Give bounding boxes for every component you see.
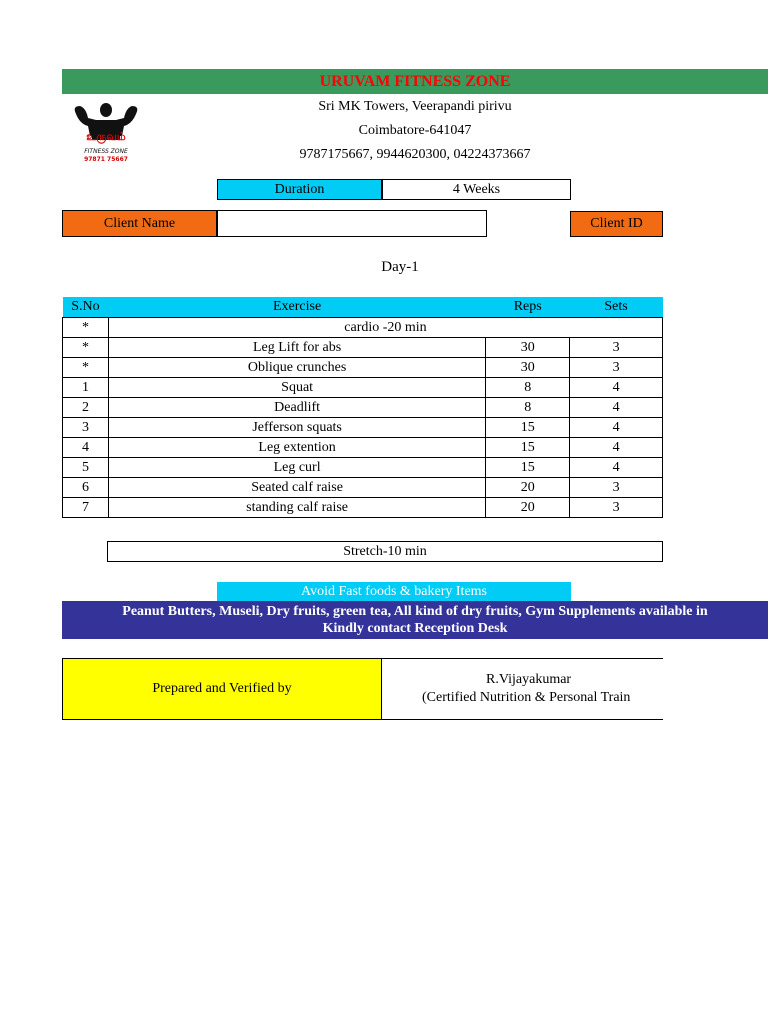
notice-line-2: Kindly contact Reception Desk (322, 621, 508, 636)
stretch-row: Stretch-10 min (107, 541, 663, 562)
table-row (63, 458, 663, 478)
trainer-name: R.Vijayakumar (486, 672, 572, 687)
day-heading: Day-1 (381, 258, 419, 275)
phone-numbers: 9787175667, 9944620300, 04224373667 (299, 147, 531, 162)
logo-script-text: உருவம் (86, 130, 126, 143)
row-exercise: Leg Lift for abs (108, 338, 485, 358)
avoid-banner: Avoid Fast foods & bakery Items (217, 582, 571, 601)
row-reps: 8 (486, 378, 570, 398)
supplements-notice (62, 601, 768, 639)
client-name-label: Client Name (62, 210, 217, 237)
logo-tagline: FITNESS ZONE (84, 148, 128, 155)
duration-label: Duration (217, 179, 382, 200)
trainer-role: (Certified Nutrition & Personal Train (422, 690, 631, 705)
row-sets: 3 (570, 338, 663, 358)
row-exercise: Oblique crunches (108, 358, 485, 378)
row-reps: 15 (486, 438, 570, 458)
table-row (63, 438, 663, 458)
row-reps: 8 (486, 398, 570, 418)
row-exercise: Jefferson squats (108, 418, 485, 438)
client-name-field[interactable] (217, 210, 487, 237)
prepared-by-info (382, 658, 663, 720)
table-row (63, 318, 663, 338)
table-row (63, 478, 663, 498)
table-row (63, 498, 663, 518)
row-sets: 4 (570, 418, 663, 438)
row-exercise: Deadlift (108, 398, 485, 418)
row-exercise: cardio -20 min (108, 318, 662, 338)
logo-phone: 97871 75667 (84, 156, 128, 163)
row-sets: 4 (570, 398, 663, 418)
row-sno: * (63, 358, 109, 378)
row-sno: 4 (63, 438, 109, 458)
table-row (63, 378, 663, 398)
row-sets: 4 (570, 458, 663, 478)
gym-title: URUVAM FITNESS ZONE (62, 69, 768, 94)
row-exercise: Leg extention (108, 438, 485, 458)
row-reps: 15 (486, 458, 570, 478)
client-id-label[interactable]: Client ID (570, 211, 663, 237)
table-row (63, 338, 663, 358)
row-reps: 20 (486, 498, 570, 518)
gym-logo (66, 100, 146, 168)
row-exercise: standing calf raise (108, 498, 485, 518)
row-exercise: Squat (108, 378, 485, 398)
row-sets: 4 (570, 438, 663, 458)
row-reps: 30 (486, 358, 570, 378)
address-line-2: Coimbatore-641047 (358, 123, 472, 138)
row-sno: 3 (63, 418, 109, 438)
row-sno: 5 (63, 458, 109, 478)
table-row (63, 418, 663, 438)
row-exercise: Leg curl (108, 458, 485, 478)
header-exercise: Exercise (108, 297, 485, 318)
row-exercise: Seated calf raise (108, 478, 485, 498)
row-sno: 1 (63, 378, 109, 398)
header-reps: Reps (486, 297, 570, 318)
row-sets: 4 (570, 378, 663, 398)
notice-line-1: Peanut Butters, Museli, Dry fruits, green tea, All kind of dry fruits, Gym Supplements available in (122, 604, 708, 619)
row-reps: 30 (486, 338, 570, 358)
row-sets: 3 (570, 498, 663, 518)
row-sno: 2 (63, 398, 109, 418)
row-reps: 20 (486, 478, 570, 498)
header-sno: S.No (63, 297, 109, 318)
row-sets: 3 (570, 358, 663, 378)
exercise-table (62, 297, 663, 518)
prepared-by-label: Prepared and Verified by (62, 658, 382, 720)
row-reps: 15 (486, 418, 570, 438)
row-sets: 3 (570, 478, 663, 498)
table-header-row (63, 297, 663, 318)
table-row (63, 398, 663, 418)
row-sno: * (63, 338, 109, 358)
row-sno: 6 (63, 478, 109, 498)
header-sets: Sets (570, 297, 663, 318)
duration-value[interactable]: 4 Weeks (382, 179, 571, 200)
row-sno: * (63, 318, 109, 338)
address-line-1: Sri MK Towers, Veerapandi pirivu (318, 99, 512, 114)
table-row (63, 358, 663, 378)
row-sno: 7 (63, 498, 109, 518)
